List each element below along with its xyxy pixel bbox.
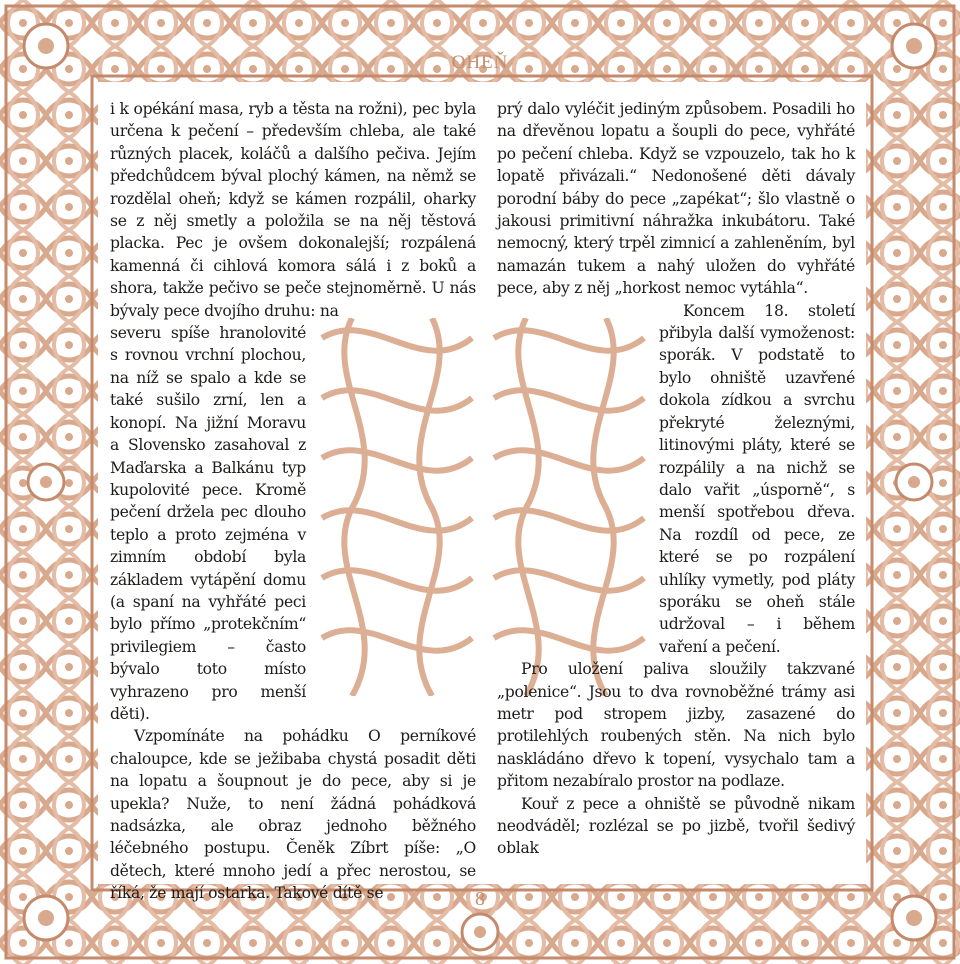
- paragraph-oven-intro: i k opékání masa, ryb a těsta na rožni), pec byla určena k pečení – především chleba, ale také různých placek, koláčů a dalšího pečiva. Jejím předchůdcem býval plochý kámen, na němž se rozdělal oheň; když se kámen rozpálil, oharky se z něj smetly a položila se na něj těstová placka. Pec je ovšem dokonalejší; rozpálená kamenná či cihlová komora sálá i z boků a shora, takže pečivo se peče stejnoměrně. U nás bývaly pece dvojího druhu: na: [110, 100, 476, 320]
- running-header: OHEŇ: [451, 52, 509, 73]
- paragraph-oven-types: severu spíše hranolovité s rovnou vrchní plochou, na níž se spalo a kde se také sušilo zrní, len a konopí. Na jižní Moravu a Slovensko zasahoval z Maďarska a Balkánu typ kupolovité pece. Kromě pečení držela pec dlouho teplo a proto zejména v zimním období byla základem vytápění domu (a spaní na vyhřáté peci bylo přímo „protekčním“ privilegiem – často bývalo toto místo vyhrazeno pro menší děti).: [110, 324, 306, 723]
- paragraph-gingerbread-tale: Vzpomínáte na pohádku O perníkové chaloupce, kde se ježibaba chystá posadit děti na lopatu a šoupnout je do pece, aby si je upekla? Nuže, to není žádná pohádková nadsázka, ale obraz jednoho běžného léčebného postupu. Čeněk Zíbrt píše: „O dětech, které mnoho jedí a přec nerostou, se říká, že mají ostarka. Takové dítě se: [110, 727, 476, 903]
- page-number: 8: [475, 888, 485, 910]
- right-column: [497, 98, 855, 860]
- paragraph-stove: Koncem 18. století přibyla další vymoženost: sporák. V podstatě to bylo ohniště uzavřené dokola zídkou a svrchu překryté železnými, litinovými pláty, které se rozpálily a na nichž se dalo vařit „úsporně“, s menší spotřebou dřeva. Na rozdíl od pece, ze které se po rozpálení uhlíky vymetly, pod pláty sporáku se oheň stále udržoval – i během vaření a pečení.: [659, 301, 855, 656]
- paragraph-healing-oven: prý dalo vyléčit jediným způsobem. Posadili ho na dřevěnou lopatu a šoupli do pece, vyhřáté po pečení chleba. Když se vzpouzelo, tak ho k lopatě přivázali.“ Nedonošené děti dávaly porodní báby do pece „zapékat“; šlo vlastně o jakousi primitivní náhražka inkubátoru. Také nemocný, který trpěl zimnicí a zahleněním, byl namazán tukem a nahý uložen do vyhřáté pece, aby z něj „horkost nemoc vytáhla“.: [497, 100, 855, 298]
- paragraph-polenice: Pro uložení paliva sloužily takzvané „polenice“. Jsou to dva rovnoběžné trámy asi metr pod stropem jizby, zasazené do protilehlých roubených stěn. Na nich bylo naskládáno dřevo k topení, vysychalo tam a přitom nezabíralo prostor na podlaze.: [497, 660, 855, 791]
- left-column: [110, 98, 476, 905]
- paragraph-smoke: Kouř z pece a ohniště se původně nikam neodváděl; rozlézal se po jizbě, tvořil šedivý oblak: [497, 794, 855, 858]
